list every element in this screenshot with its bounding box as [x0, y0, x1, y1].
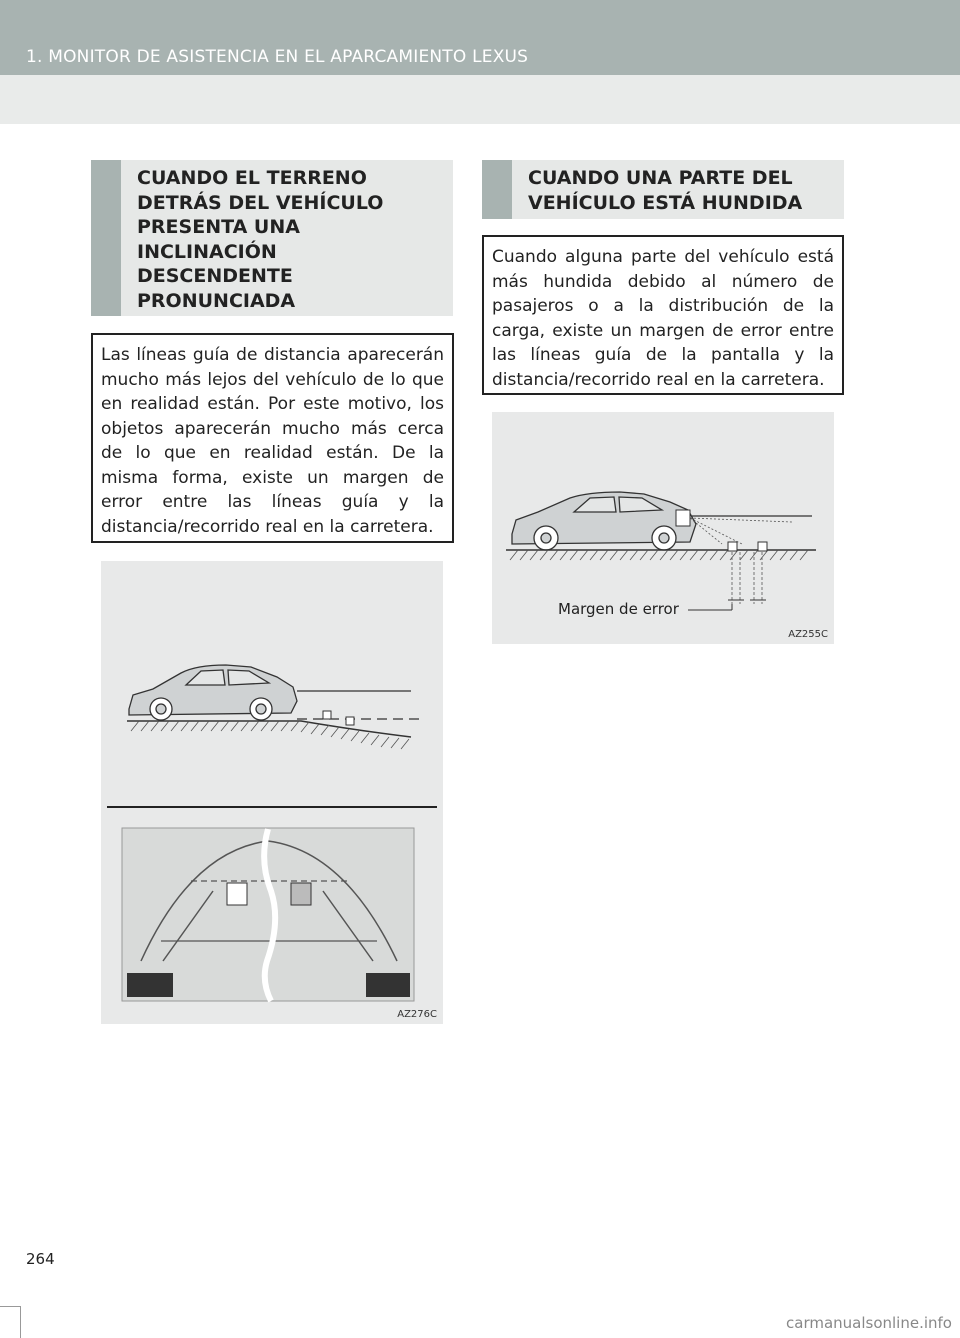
section-heading-slope: [91, 160, 453, 316]
heading-bar: [91, 160, 121, 316]
crop-mark: [0, 1306, 20, 1307]
slope-illustration: [101, 561, 443, 1024]
watermark: carmanualsonline.info: [786, 1314, 952, 1332]
car-icon: [512, 492, 696, 550]
chapter-header: [0, 0, 960, 75]
chapter-title: 1. MONITOR DE ASISTENCIA EN EL APARCAMIENTO LEXUS: [26, 47, 529, 67]
info-box-sunk: [482, 235, 844, 395]
figure-sunk: [492, 412, 834, 644]
figure-code: AZ255C: [788, 629, 828, 640]
info-text: Cuando alguna parte del vehículo está más hundida debido al número de pasajeros o a la distribución de la carga, existe un margen de error entre las líneas guía de la pantalla y la distancia/recorrido real en la carretera.: [492, 247, 834, 390]
ground-hatch: [131, 721, 409, 749]
heading-text: CUANDO EL TERRENO DETRÁS DEL VEHÍCULO PRESENTA UNA INCLINACIÓN DESCENDENTE PRONUNCIADA: [137, 167, 384, 312]
heading-text: CUANDO UNA PARTE DEL VEHÍCULO ESTÁ HUNDIDA: [528, 167, 803, 214]
info-box-slope: [91, 333, 454, 543]
heading-bar: [482, 160, 512, 219]
info-text: Las líneas guía de distancia aparecerán mucho más lejos del vehículo de lo que en realidad están. Por este motivo, los objetos aparecerán mucho más cerca de lo que en realidad están. De la misma forma, existe un margen de error entre las líneas guía y la distancia/recorrido real en la carretera.: [101, 345, 444, 537]
section-heading-sunk: [482, 160, 844, 219]
page-number: 264: [26, 1250, 55, 1268]
figure-code: AZ276C: [397, 1009, 437, 1020]
figure-label: Margen de error: [558, 600, 679, 618]
figure-slope: [101, 561, 443, 1024]
crop-mark: [20, 1306, 21, 1338]
car-icon: [129, 665, 297, 720]
